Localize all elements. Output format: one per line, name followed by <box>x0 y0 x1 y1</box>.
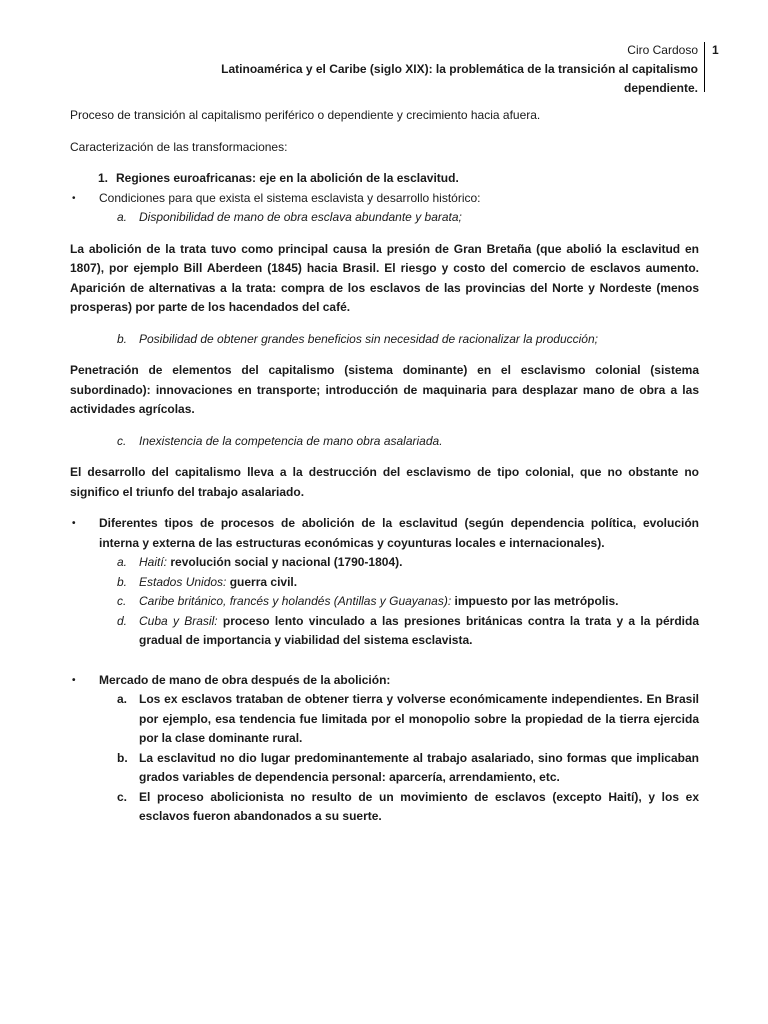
tipo-text: proceso lento vinculado a las presiones británicas contra la trata y a la pérdida gradual de importancia y viabilidad del sistema esclavista. <box>139 613 699 647</box>
section-1-heading <box>70 169 699 189</box>
bullet-tipos <box>70 514 699 553</box>
cond-a-item <box>70 208 699 228</box>
cond-a-text: Disponibilidad de mano de obra esclava abundante y barata; <box>139 210 462 224</box>
bullet-mercado <box>70 671 699 691</box>
header-title-line2: dependiente. <box>623 81 698 95</box>
tipo-label: Estados Unidos: <box>139 574 227 589</box>
bullet-icon: • <box>72 674 76 686</box>
list-marker: c. <box>117 789 128 804</box>
page-number: 1 <box>712 43 719 57</box>
list-marker: b. <box>117 750 128 765</box>
trata-paragraph: La abolición de la trata tuvo como principal causa la presión de Gran Bretaña (que abolió la esclavitud en 1807), por ejemplo Bill Aberdeen (1845) hacia Brasil. El riesgo y costo del comercio de esclavos aumento. Aparición de alternativas a la trata: compra de los esclavos de las provincias del Norte y Nordeste (menos prosperas) por parte de los hacendados del café. <box>70 241 699 314</box>
intro-paragraph: Proceso de transición al capitalismo periférico o dependiente y crecimiento hacia afuera. <box>70 108 541 122</box>
tipo-text: guerra civil. <box>226 574 298 589</box>
bullet-condiciones-text: Condiciones para que exista el sistema esclavista y desarrollo histórico: <box>99 190 481 205</box>
tipo-text: revolución social y nacional (1790-1804). <box>167 555 403 569</box>
list-marker: a. <box>117 555 128 569</box>
bullet-mercado-text: Mercado de mano de obra después de la abolición: <box>99 672 391 687</box>
list-marker: b. <box>117 331 128 346</box>
penetracion-paragraph: Penetración de elementos del capitalismo (sistema dominante) en el esclavismo colonial (sistema subordinado): innovaciones en transporte; introducción de maquinaria para desplazar mano de obra a las actividades agrícolas. <box>70 363 699 416</box>
tipo-item <box>70 592 699 612</box>
mercado-text: Los ex esclavos trataban de obtener tierra y volverse económicamente independientes. En Brasil por ejemplo, esa tendencia fue limitada por el monopolio sobre la propiedad de la tierra ejercida por la clase dominante rural. <box>139 692 699 745</box>
list-marker: c. <box>117 594 127 608</box>
header-author: Ciro Cardoso <box>627 43 698 57</box>
list-marker: a. <box>117 692 128 706</box>
page-header <box>178 41 698 98</box>
section-1-text: Regiones euroafricanas: eje en la abolición de la esclavitud. <box>116 171 459 185</box>
tipo-item <box>70 573 699 593</box>
mercado-item <box>70 788 699 827</box>
bullet-condiciones <box>70 189 699 209</box>
header-divider <box>704 42 705 92</box>
caracterizacion-heading: Caracterización de las transformaciones: <box>70 139 288 154</box>
mercado-text: La esclavitud no dio lugar predominantemente al trabajo asalariado, sino formas que implicaban grados variables de dependencia personal: aparcería, arrendamiento, etc. <box>139 750 699 784</box>
tipo-label: Cuba y Brasil: <box>139 613 218 628</box>
desarrollo-paragraph: El desarrollo del capitalismo lleva a la destrucción del esclavismo de tipo colonial, que no obstante no significo el triunfo del trabajo asalariado. <box>70 465 699 499</box>
cond-c-text: Inexistencia de la competencia de mano obra asalariada. <box>139 433 443 448</box>
tipo-text: impuesto por las metrópolis. <box>451 594 619 608</box>
document-body <box>70 106 699 827</box>
tipo-label: Caribe británico, francés y holandés (Antillas y Guayanas): <box>139 594 452 608</box>
cond-b-text: Posibilidad de obtener grandes beneficios sin necesidad de racionalizar la producción; <box>139 331 598 346</box>
mercado-item <box>70 690 699 749</box>
cond-c-item <box>70 432 699 452</box>
list-marker: c. <box>117 433 127 448</box>
bullet-icon: • <box>72 192 76 204</box>
list-marker: a. <box>117 210 128 224</box>
list-marker: d. <box>117 613 128 628</box>
list-marker: 1. <box>98 171 109 185</box>
mercado-text: El proceso abolicionista no resulto de un movimiento de esclavos (excepto Haití), y los ex esclavos fueron abandonados a su suerte. <box>139 789 699 823</box>
tipo-item <box>70 612 699 651</box>
bullet-icon: • <box>72 518 76 529</box>
tipo-item <box>70 553 699 573</box>
tipo-label: Haití: <box>139 555 168 569</box>
header-title-line1: Latinoamérica y el Caribe (siglo XIX): la problemática de la transición al capitalismo <box>221 62 698 76</box>
bullet-tipos-text: Diferentes tipos de procesos de abolición de la esclavitud (según dependencia política, evolución interna y externa de las estructuras económicas y coyunturas locales e internacionales). <box>99 516 699 550</box>
list-marker: b. <box>117 574 128 589</box>
cond-b-item <box>70 330 699 350</box>
mercado-item <box>70 749 699 788</box>
